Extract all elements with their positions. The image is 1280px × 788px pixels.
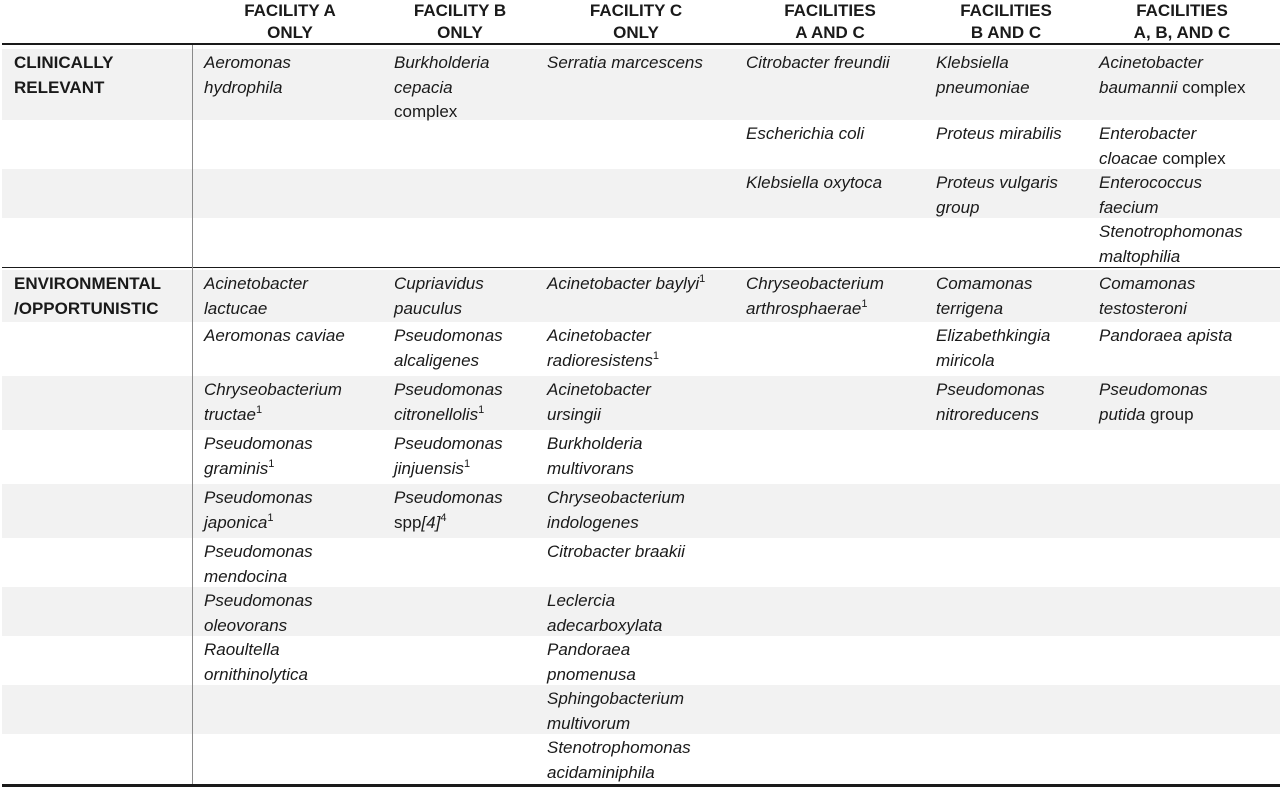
species-cell [936, 324, 1050, 373]
footnote-marker: 1 [267, 511, 274, 524]
species-cell [394, 378, 503, 427]
species-name: Citrobacter freundii [746, 53, 890, 72]
species-cell [746, 122, 864, 147]
table-row [0, 685, 1280, 734]
table-row [0, 587, 1280, 636]
species-name: Stenotrophomonas acidaminiphila [547, 738, 691, 782]
species-name: Pseudomonas alcaligenes [394, 326, 503, 370]
section-rule [2, 267, 1280, 268]
species-name: Acinetobacter baumannii [1099, 53, 1203, 97]
header-facilities-a-b-and-c: FACILITIES A, B, AND C [1133, 1, 1231, 42]
footnote-marker: 1 [861, 297, 868, 310]
table-row [0, 430, 1280, 484]
species-cell [204, 272, 308, 321]
species-name: Chryseobacterium arthrosphaerae [746, 274, 884, 318]
footnote-marker: 1 [463, 457, 471, 470]
footnote-marker: 4 [440, 511, 447, 524]
species-cell [394, 486, 503, 535]
species-name: Acinetobacter radioresistens [547, 326, 653, 370]
species-cell [1099, 220, 1243, 269]
species-cell [936, 122, 1062, 147]
species-cell [936, 171, 1058, 220]
species-cell [936, 272, 1032, 321]
species-cell [746, 171, 882, 196]
species-cell [204, 432, 313, 481]
header-facilities-a-and-c: FACILITIES A AND C [784, 1, 876, 42]
species-name: Cupriavidus pauculus [394, 274, 484, 318]
species-name: Klebsiella oxytoca [746, 173, 883, 192]
species-cell [204, 486, 313, 535]
table-row [0, 270, 1280, 322]
species-cell [394, 272, 484, 321]
species-name: Serratia marcescens [547, 53, 703, 72]
table-row [0, 120, 1280, 169]
species-cell [1099, 122, 1226, 171]
species-cell [936, 51, 1030, 100]
species-name: Proteus mirabilis [936, 124, 1062, 143]
species-cell [1099, 378, 1208, 427]
species-name: Enterobacter cloacae [1099, 124, 1197, 168]
species-name: Chryseobacterium indologenes [547, 488, 685, 532]
header-facilities-b-and-c: FACILITIES B AND C [960, 1, 1052, 42]
species-cell [746, 272, 884, 321]
species-qualifier: group [1145, 404, 1194, 424]
footnote-marker: 1 [699, 273, 706, 285]
footnote-marker: 1 [255, 403, 263, 416]
species-name: Elizabethkingia miricola [936, 326, 1051, 370]
species-cell [204, 589, 313, 638]
header-facility-a-only: FACILITY A ONLY [244, 1, 336, 42]
species-qualifier: complex [394, 102, 458, 121]
table-row [0, 169, 1280, 218]
species-name: Stenotrophomonas maltophilia [1099, 222, 1243, 266]
species-cell [1099, 272, 1195, 321]
species-name: Aeromonas hydrophila [204, 53, 291, 97]
species-cell [547, 324, 659, 373]
header-facility-c-only: FACILITY C ONLY [589, 1, 683, 42]
table-row [0, 49, 1280, 120]
species-name: Pseudomonas mendocina [204, 542, 313, 586]
table-row [0, 484, 1280, 538]
species-name: Pseudomonas jinjuensis [394, 434, 503, 478]
species-cell [1099, 171, 1202, 220]
species-name: Comamonas terrigena [936, 274, 1033, 318]
species-cell [547, 378, 651, 427]
species-cell [547, 638, 636, 687]
species-name: Leclercia adecarboxylata [547, 591, 663, 635]
species-cell [547, 51, 703, 76]
species-name: Pandoraea apista [1099, 326, 1233, 345]
species-name: Pseudomonas graminis [204, 434, 313, 478]
species-name: Klebsiella pneumoniae [936, 53, 1030, 97]
species-cell [547, 432, 642, 481]
header-facility-b-only: FACILITY B ONLY [413, 1, 507, 42]
species-cell [547, 272, 705, 297]
species-name: Pseudomonas [394, 488, 503, 507]
species-name: Proteus vulgaris group [936, 173, 1058, 217]
footnote-marker: 1 [268, 457, 275, 470]
species-cell [204, 638, 308, 687]
species-cell [1099, 51, 1245, 100]
species-cell [204, 540, 313, 589]
species-cell [936, 378, 1045, 427]
species-name: Enterococcus faecium [1099, 173, 1202, 217]
species-cell [746, 51, 890, 76]
species-cell [547, 589, 662, 638]
species-name: Citrobacter braakii [547, 542, 685, 561]
species-cell [547, 486, 685, 535]
species-name: Comamonas testosteroni [1099, 274, 1196, 318]
species-cell [394, 51, 489, 125]
table-row [0, 376, 1280, 430]
species-name: Raoultella ornithinolytica [204, 640, 308, 684]
species-name: Escherichia coli [746, 124, 865, 143]
species-cell [394, 324, 503, 373]
species-cell [547, 736, 691, 785]
species-name: Pseudomonas oleovorans [204, 591, 313, 635]
table-row [0, 218, 1280, 267]
species-cell [547, 540, 685, 565]
footnote-marker: 1 [478, 403, 485, 416]
citation-ref: [4] [421, 512, 441, 532]
species-name: Acinetobacter lactucae [204, 274, 308, 318]
species-name: Pandoraea pnomenusa [547, 640, 636, 684]
species-name: Pseudomonas japonica [204, 488, 313, 532]
species-cell [204, 378, 342, 427]
table-row [0, 322, 1280, 376]
species-cell [204, 324, 345, 349]
species-name: Acinetobacter baylyi [547, 274, 700, 293]
species-name: Aeromonas caviae [204, 326, 345, 345]
species-name: Acinetobacter ursingii [547, 380, 651, 424]
section-label: CLINICALLY RELEVANT [14, 53, 114, 97]
species-name: Pseudomonas nitroreducens [936, 380, 1045, 424]
footnote-marker: 1 [652, 349, 659, 362]
species-cell [394, 432, 503, 481]
species-qualifier: spp [394, 512, 422, 532]
species-cell [547, 687, 684, 736]
table-row [0, 538, 1280, 587]
species-cell [1099, 324, 1232, 349]
species-cell [204, 51, 291, 100]
species-name: Pseudomonas citronellolis [394, 380, 503, 424]
species-qualifier: complex [1157, 148, 1226, 168]
species-name: Sphingobacterium multivorum [547, 689, 685, 733]
species-name: Burkholderia multivorans [547, 434, 643, 478]
table-row [0, 636, 1280, 685]
header-rule [2, 43, 1280, 45]
species-name: Pseudomonas putida [1099, 380, 1208, 424]
section-label: ENVIRONMENTAL /OPPORTUNISTIC [14, 274, 162, 318]
species-qualifier: complex [1177, 77, 1246, 97]
species-name: Burkholderia cepacia [394, 53, 490, 97]
table-row [0, 734, 1280, 784]
species-name: Chryseobacterium tructae [204, 380, 342, 424]
